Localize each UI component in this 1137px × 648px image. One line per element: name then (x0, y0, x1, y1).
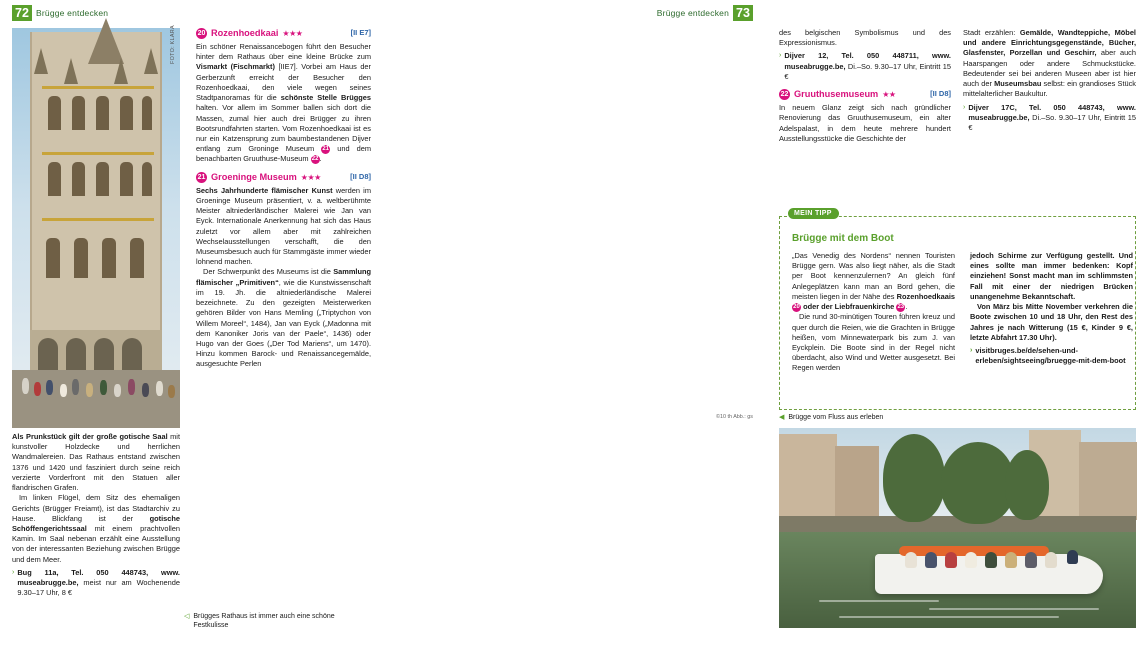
tip-box (779, 210, 1136, 410)
poi-map-reference: [II D8] (930, 89, 951, 99)
arcade (30, 330, 162, 372)
window (48, 96, 61, 130)
tip-link-line[interactable] (970, 346, 1133, 366)
paragraph: In neuem Glanz zeigt sich nach gründlicher Renovierung das Gruuthusemuseum, ein alter Adelspalast, in dem heute mehrere hundert Ausstellungsstücke die Geschichte der (779, 103, 951, 143)
boat-pilot (1067, 550, 1078, 564)
photo-credit-rathaus: FOTO: KLARA (170, 25, 176, 64)
tip-column-b (970, 251, 1133, 366)
text-column-1 (12, 432, 180, 599)
window (120, 96, 133, 130)
window (142, 162, 152, 196)
window (102, 238, 116, 278)
poi-map-reference: [II D8] (350, 171, 371, 181)
passenger (1005, 552, 1017, 568)
paragraph: Ein schöner Renaissancebogen führt den Besucher hinter dem Rathaus über eine kleine Brücke zum Vismarkt (Fischmarkt) [IIE7]. Vorbei am Haus der Gerberzunft erreicht der Besucher den Rozenhoedkaai, den viele wegen seines Stadtpanoramas für die schönste Stelle Brügges halten. Vor allem im Sommer ballen sich dort die Massen, zumal hier auch drei Brügger zu ihren Bootsrundfahrten starten. Vom Rozenhoedkaai ist es nur ein Katzensprung zum baumbestandenen Dijver entlang zum Groninge Museum 21 und dem benachbarten Gruuthuse-Museum 22. (196, 42, 372, 164)
poi-title: Groeninge Museum (211, 171, 297, 182)
passenger (965, 552, 977, 568)
passenger (1025, 552, 1037, 568)
folio-right: 73 (733, 5, 753, 21)
paragraph: Sechs Jahrhunderte flämischer Kunst werden im Groeninge Museum präsentiert, v. a. weltberühmte Meister altniederländischer Malerei wie Jan van Eyck. Internationale Anerkennung hat sich das Haus zuletzt vor allem aber mit zahlreichen Wechselausstellungen verschafft, die den Museumsbesuch auch für Stammgäste immer wieder lohnend machen. (196, 185, 371, 267)
poi-heading-groeninge-museum (196, 172, 371, 183)
paragraph: „Das Venedig des Nordens“ nennen Touristen Brügge gern. Was also liegt näher, als die Stadt per Boot kennenzulernen? An gleich fünf Anlegeplätzen kann man an Bord gehen, die meisten liegen in der Nähe des Rozenhoedkaais 20 oder der Liebfrauenkirche 23. (792, 251, 955, 312)
passenger (985, 552, 997, 568)
window (142, 96, 152, 130)
caption-marker-icon: ◁ (184, 613, 190, 620)
poi-number-badge: 21 (197, 173, 206, 181)
paragraph: Von März bis Mitte November verkehren die Boote zwischen 10 und 18 Uhr, den Rest des Jahres je nach Witterung (15 €, Kinder 9 €, letzte Abfahrt 17.30 Uhr). (970, 302, 1133, 342)
right-page (383, 0, 1136, 648)
turret-left (34, 48, 48, 74)
info-text: Bug 11a, Tel. 050 448743, www. museabrugge.be, meist nur am Wochenende 9.30–17 Uhr, 8 € (17, 567, 180, 598)
passenger (1045, 552, 1057, 568)
arch (94, 338, 114, 372)
poi-heading-gruuthusemuseum (779, 89, 951, 100)
text-column-3 (779, 28, 951, 144)
canal-house (1079, 442, 1137, 520)
gold-band-1 (42, 86, 154, 89)
paragraph: jedoch Schirme zur Verfügung gestellt. Und eines sollte man immer bedenken: Kopf einziehen! Sonst macht man im schlimmsten Fall mit einer der niedrigen Brücken unangenehme Bekanntschaft. (970, 251, 1133, 301)
running-head-left: Brügge entdecken (36, 8, 109, 18)
passenger (905, 552, 917, 568)
caption-boat (779, 413, 1019, 422)
paragraph: des belgischen Symbolismus und des Expressionismus. (779, 28, 951, 48)
poi-number-badge: 20 (197, 30, 206, 37)
poi-rating-stars: ★★ (882, 90, 896, 100)
arrow-icon: › (779, 52, 782, 60)
text-column-2 (196, 28, 371, 370)
info-text: Dijver 12, Tel. 050 448711, www. museabrugge.be, Di.–So. 9.30–17 Uhr, Eintritt 15 € (784, 51, 951, 81)
info-line (12, 568, 180, 599)
caption-text: Brügges Rathaus ist immer auch eine schöne Festkulisse (193, 613, 335, 630)
window (96, 96, 109, 130)
poi-map-reference: [II E7] (350, 28, 371, 37)
tip-column-a (792, 251, 955, 374)
tip-title: Brügge mit dem Boot (792, 233, 894, 244)
paragraph: Der Schwerpunkt des Museums ist die Sammlung flämischer „Primitiven“, wie die Kunstwissenschaft im 19. Jh. die altniederländische Malerei bezeichnete. Zu den gezeigten Meisterwerken gehören Bilder von Hans Memling („Triptychon von Willem Moreel“, 1484), Jan van Eyck („Madonna mit dem Kanoniker Joris van der Paele“, 1436) oder Hugo van der Goes („Der Tod Mariens“, um 1470). Hinzu kommen Barock- und Renaissancegemälde, ausgesuchte Perlen (196, 267, 372, 369)
arch (122, 338, 142, 372)
window (130, 238, 144, 278)
info-text: Dijver 17C, Tel. 050 448743, www. museabrugge.be, Di.–So. 9.30–17 Uhr, Eintritt 15 € (968, 102, 1136, 132)
poi-heading-rozenhoedkaai (196, 28, 371, 39)
tree (941, 442, 1015, 524)
info-line (779, 51, 951, 82)
canal-house (835, 446, 879, 518)
arrow-icon: › (963, 103, 966, 111)
market-square (12, 370, 180, 428)
turret-mid-left (64, 58, 78, 84)
town-hall-facade (30, 32, 162, 332)
gold-band-3 (42, 218, 154, 221)
poi-title: Gruuthusemuseum (794, 89, 879, 100)
window (72, 96, 85, 130)
running-head-right: Brügge entdecken (656, 8, 729, 18)
window (96, 162, 109, 196)
paragraph: Im linken Flügel, dem Sitz des ehemaligen Gerichts (Brügger Freiamt), ist das Stadtarchiv zu Hause. Blickfang ist der gotische Schöffengerichtssaal mit einem prachtvollen Kamin. Im Saal nebenan erzählt eine Ausstellung von der interessanten Beziehung zwischen Brügge und dem Meer. (12, 493, 180, 564)
tip-link-text[interactable]: visitbruges.be/de/sehen-und-erleben/sightseeing/bruegge-mit-dem-boot (975, 345, 1126, 366)
arch (66, 338, 86, 372)
window (48, 162, 61, 196)
turret-right (144, 48, 158, 74)
poi-number-badge: 22 (780, 91, 789, 99)
info-line (963, 103, 1136, 134)
caption-marker-icon: ◀ (779, 414, 785, 421)
canal-house (779, 434, 837, 518)
tree (1005, 450, 1049, 520)
photo-canal-boat (779, 428, 1136, 628)
window (120, 162, 133, 196)
turret-mid-right (114, 58, 128, 84)
caption-rathaus (184, 612, 344, 630)
caption-text: Brügge vom Fluss aus erleben (788, 414, 884, 421)
tip-badge: MEIN TIPP (788, 208, 839, 219)
window (74, 238, 88, 278)
photo-rathaus (12, 28, 180, 428)
tree (883, 434, 945, 522)
window (72, 162, 85, 196)
folio-left: 72 (12, 5, 32, 21)
poi-title: Rozenhoedkaai (211, 28, 279, 38)
window (46, 238, 60, 278)
arch (38, 338, 58, 372)
poi-rating-stars: ★★★ (300, 172, 321, 182)
gold-band-2 (42, 152, 154, 155)
left-page (0, 0, 383, 648)
arrow-icon: › (970, 346, 973, 354)
paragraph: Als Prunkstück gilt der große gotische Saal mit kunstvoller Holzdecke und herrlichen Wandmalereien. Das Rathaus entstand zwischen 1376 und 1420 und fasziniert durch seine reich verzierte Vorderfront mit den Statuen aller flandrischen Grafen. (12, 432, 181, 493)
passenger (945, 552, 957, 568)
text-column-4 (963, 28, 1136, 133)
paragraph: Die rund 30-minütigen Touren führen kreuz und quer durch die Reien, wie die Grachten in Brügge heißen, vom Minnewaterpark bis zum J. van Eyckplein. Die Boote sind in der Regel nicht überdacht, also Wind und Wetter ausgesetzt. Bei Regen werden (792, 312, 955, 373)
passenger (925, 552, 937, 568)
photo-credit-boat: ©10 th Abb.: gs (716, 414, 753, 420)
poi-rating-stars: ★★★ (282, 29, 303, 38)
arrow-icon: › (12, 568, 15, 576)
paragraph: Stadt erzählen: Gemälde, Wandteppiche, Möbel und andere Einrichtungsgegenstände, Bücher, Glasfenster, Porzellan und Geschirr, aber auch Haarspangen oder andere Schmuckstücke. Bedeutender sei bei anderen Museen aber ist hier auch der Museumsbau selbst: ein grandioses Stück mittelalterlicher Baukultur. (963, 28, 1136, 99)
